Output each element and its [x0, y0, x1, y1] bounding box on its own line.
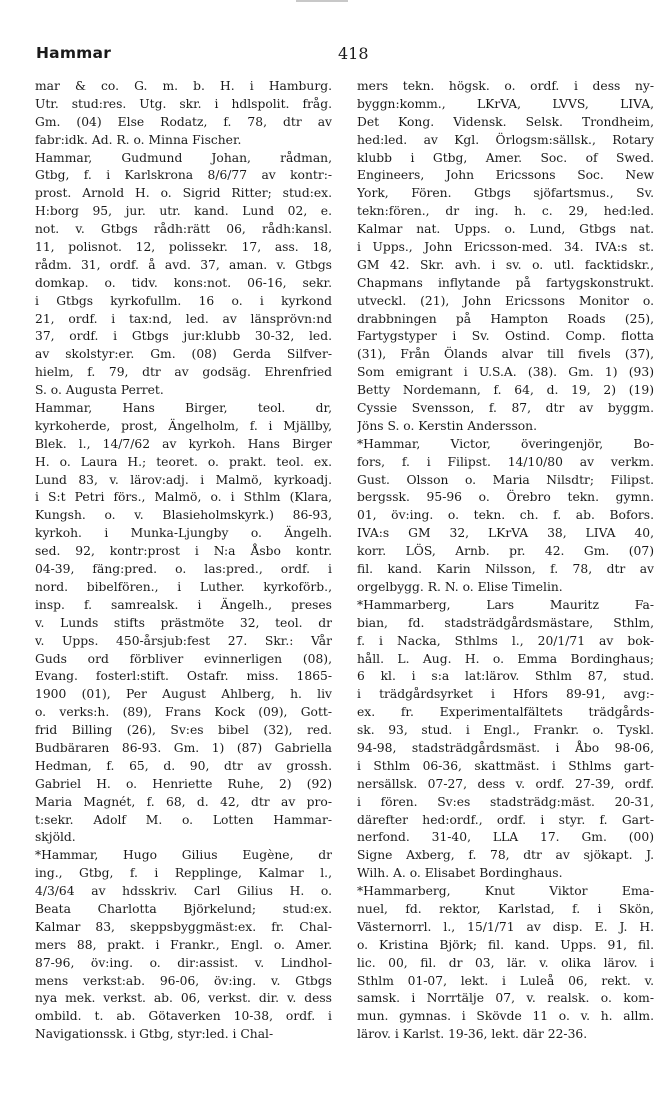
text-line: Gust. Olsson o. Maria Nilsdtr; Filipst.: [357, 472, 654, 487]
text-line: Jöns S. o. Kerstin Andersson.: [357, 418, 537, 433]
text-line: Guds ord förbliver evinnerligen (08),: [35, 651, 332, 666]
text-line: skjöld.: [35, 830, 76, 845]
text-line: kyrkoh. i Munka-Ljungby o. Ängelh.: [35, 526, 332, 541]
text-line: Wilh. A. o. Elisabet Bordinghaus.: [357, 866, 563, 881]
text-line: nersällsk. 07-27, dess v. ordf. 27-39, ordf.: [357, 776, 654, 791]
text-line: Engineers, John Ericssons Soc. New: [357, 168, 654, 183]
text-line: t:sekr. Adolf M. o. Lotten Hammar-: [35, 812, 332, 827]
text-line: 11, polisnot. 12, polissekr. 17, ass. 18,: [35, 240, 332, 255]
text-line: Lund 83, v. lärov:adj. i Malmö, kyrkoadj.: [35, 472, 332, 487]
text-line: S. o. Augusta Perret.: [35, 383, 164, 398]
text-line: 87-96, öv:ing. o. dir:assist. v. Lindhol-: [35, 955, 332, 970]
text-line: Betty Nordemann, f. 64, d. 19, 2) (19): [357, 383, 654, 398]
text-line: Kalmar 83, skeppsbyggmäst:ex. fr. Chal-: [35, 919, 332, 934]
text-line: H. o. Laura H.; teoret. o. prakt. teol. ex.: [35, 454, 332, 469]
text-line: kyrkoherde, prost, Ängelholm, f. i Mjällby,: [35, 418, 332, 433]
text-line: 1900 (01), Per August Ahlberg, h. liv: [35, 687, 332, 702]
text-line: lärov. i Karlst. 19-36, lekt. där 22-36.: [357, 1027, 588, 1042]
text-line: (31), Från Ölands alvar till fivels (37),: [357, 347, 654, 362]
text-line: ex. fr. Experimentalfältets trädgårds-: [357, 705, 654, 720]
text-line: mers 88, prakt. i Frankr., Engl. o. Amer.: [35, 937, 332, 952]
text-line: *Hammarberg, Lars Mauritz Fa-: [357, 597, 654, 612]
text-line: av skolstyr:er. Gm. (08) Gerda Silfver-: [35, 347, 332, 362]
text-line: ing., Gtbg, f. i Repplinge, Kalmar l.,: [35, 866, 332, 881]
text-line: Evang. fosterl:stift. Ostafr. miss. 1865-: [35, 669, 332, 684]
text-line: mens verkst:ab. 96-06, öv:ing. v. Gtbgs: [35, 973, 332, 988]
text-line: mar & co. G. m. b. H. i Hamburg.: [35, 79, 332, 93]
text-line: prost. Arnold H. o. Sigrid Ritter; stud:ex.: [35, 186, 332, 201]
text-line: v. Lunds stifts prästmöte 32, teol. dr: [35, 615, 332, 630]
text-line: klubb i Gtbg, Amer. Soc. of Swed.: [357, 150, 654, 165]
text-line: rådm. 31, ordf. å avd. 37, aman. v. Gtbgs: [35, 257, 332, 272]
text-line: f. i Nacka, Sthlms l., 20/1/71 av bok-: [357, 633, 654, 648]
text-line: nerfond. 31-40, LLA 17. Gm. (00): [357, 830, 654, 845]
text-line: bergssk. 95-96 o. Örebro tekn. gymn.: [357, 490, 654, 505]
text-line: fors, f. i Filipst. 14/10/80 av verkm.: [357, 454, 654, 469]
text-line: ombild. t. ab. Götaverken 10-38, ordf. i: [35, 1009, 332, 1024]
text-line: Hammar, Gudmund Johan, rådman,: [35, 150, 332, 165]
text-line: IVA:s GM 32, LKrVA 38, LIVA 40,: [357, 526, 654, 541]
text-line: byggn:komm., LKrVA, LVVS, LIVA,: [357, 96, 654, 111]
text-line: sk. 93, stud. i Engl., Frankr. o. Tyskl.: [357, 723, 654, 738]
text-line: *Hammar, Hugo Gilius Eugène, dr: [35, 848, 332, 863]
text-line: mun. gymnas. i Skövde 11 o. v. h. allm.: [357, 1009, 654, 1024]
text-line: korr. LÖS, Arnb. pr. 42. Gm. (07): [357, 544, 654, 559]
text-line: fil. kand. Karin Nilsson, f. 78, dtr av: [357, 562, 654, 577]
text-line: hed:led. av Kgl. Örlogsm:sällsk., Rotary: [357, 132, 654, 147]
text-line: Gm. (04) Else Rodatz, f. 78, dtr av: [35, 114, 332, 129]
page-number: 418: [338, 44, 369, 63]
text-line: insp. f. samrealsk. i Ängelh., preses: [35, 597, 332, 612]
text-line: v. Upps. 450-årsjub:fest 27. Skr.: Vår: [35, 633, 332, 648]
text-line: 04-39, fäng:pred. o. las:pred., ordf. i: [35, 562, 332, 577]
text-line: Beata Charlotta Björkelund; stud:ex.: [35, 901, 332, 916]
text-line: Gabriel H. o. Henriette Ruhe, 2) (92): [35, 776, 332, 791]
text-line: York, Fören. Gtbgs sjöfartsmus., Sv.: [357, 186, 654, 201]
text-line: Cyssie Svensson, f. 87, dtr av byggm.: [357, 401, 654, 416]
text-line: orgelbygg. R. N. o. Elise Timelin.: [357, 579, 563, 594]
text-line: *Hammar, Victor, överingenjör, Bo-: [357, 436, 654, 451]
right-column: [357, 78, 654, 1044]
text-line: GM 42. Skr. avh. i sv. o. utl. facktidskr.,: [357, 257, 654, 272]
text-line: nuel, fd. rektor, Karlstad, f. i Skön,: [357, 901, 654, 916]
text-line: 6 kl. i s:a lat:lärov. Sthlm 87, stud.: [357, 669, 654, 684]
text-line: sed. 92, kontr:prost i N:a Åsbo kontr.: [35, 544, 332, 559]
text-line: Som emigrant i U.S.A. (38). Gm. 1) (93): [357, 365, 654, 380]
running-head-keyword: Hammar: [36, 44, 112, 62]
text-line: mers tekn. högsk. o. ordf. i dess ny-: [357, 79, 654, 93]
text-line: nord. bibelfören., i Luther. kyrkoförb.,: [35, 579, 332, 594]
text-line: drabbningen på Hampton Roads (25),: [357, 311, 654, 326]
text-line: i trädgårdsyrket i Hfors 89-91, avg:-: [357, 687, 654, 702]
text-line: Hammar, Hans Birger, teol. dr,: [35, 401, 332, 416]
text-line: Utr. stud:res. Utg. skr. i hdlspolit. fråg.: [35, 96, 332, 111]
text-line: i Sthlm 06-36, skattmäst. i Sthlms gart-: [357, 758, 654, 773]
top-rule: [296, 0, 348, 2]
text-line: *Hammarberg, Knut Viktor Ema-: [357, 884, 654, 899]
text-line: 21, ordf. i tax:nd, led. av länsprövn:nd: [35, 311, 332, 326]
text-line: domkap. o. tidv. kons:not. 06-16, sekr.: [35, 275, 332, 290]
left-column: [35, 78, 332, 1044]
text-line: o. Kristina Björk; fil. kand. Upps. 91, fil.: [357, 937, 654, 952]
text-line: i Gtbgs kyrkofullm. 16 o. i kyrkond: [35, 293, 332, 308]
text-line: Chapmans inflytande på fartygskonstrukt.: [357, 275, 654, 290]
text-line: not. v. Gtbgs rådh:rätt 06, rådh:kansl.: [35, 222, 332, 237]
text-line: Fartygstyper i Sv. Ostind. Comp. flotta: [357, 329, 654, 344]
text-line: 01, öv:ing. o. tekn. ch. f. ab. Bofors.: [357, 508, 654, 523]
text-line: bian, fd. stadsträdgårdsmästare, Sthlm,: [357, 615, 654, 630]
text-line: Kungsh. o. v. Blasieholmskyrk.) 86-93,: [35, 508, 332, 523]
text-line: håll. L. Aug. H. o. Emma Bordinghaus;: [357, 651, 654, 666]
text-line: nya mek. verkst. ab. 06, verkst. dir. v. dess: [35, 991, 332, 1006]
text-line: tekn:fören., dr ing. h. c. 29, hed:led.: [357, 204, 654, 219]
text-line: Navigationssk. i Gtbg, styr:led. i Chal-: [35, 1027, 274, 1042]
text-line: lic. 00, fil. dr 03, lär. v. olika lärov. i: [357, 955, 654, 970]
text-line: Budbäraren 86-93. Gm. 1) (87) Gabriella: [35, 740, 332, 755]
text-line: Blek. l., 14/7/62 av kyrkoh. Hans Birger: [35, 436, 332, 451]
text-line: o. verks:h. (89), Frans Kock (09), Gott-: [35, 705, 332, 720]
text-line: H:borg 95, jur. utr. kand. Lund 02, e.: [35, 204, 332, 219]
text-line: 94-98, stadsträdgårdsmäst. i Åbo 98-06,: [357, 740, 654, 755]
text-line: därefter hed:ordf., ordf. i styr. f. Gart-: [357, 812, 654, 827]
text-line: samsk. i Norrtälje 07, v. realsk. o. kom-: [357, 991, 654, 1006]
text-line: i Upps., John Ericsson-med. 34. IVA:s st.: [357, 240, 654, 255]
text-line: Västernorrl. l., 15/1/71 av disp. E. J. H.: [357, 919, 654, 934]
text-line: Hedman, f. 65, d. 90, dtr av grossh.: [35, 758, 332, 773]
text-line: 37, ordf. i Gtbgs jur:klubb 30-32, led.: [35, 329, 332, 344]
text-line: i fören. Sv:es stadsträdg:mäst. 20-31,: [357, 794, 654, 809]
text-line: utveckl. (21), John Ericssons Monitor o.: [357, 293, 654, 308]
text-line: Sthlm 01-07, lekt. i Luleå 06, rekt. v.: [357, 973, 654, 988]
text-line: hielm, f. 79, dtr av godsäg. Ehrenfried: [35, 365, 332, 380]
text-line: fabr:idk. Ad. R. o. Minna Fischer.: [35, 132, 242, 147]
page-header: [36, 44, 639, 70]
text-line: Det Kong. Vidensk. Selsk. Trondheim,: [357, 114, 654, 129]
text-line: i S:t Petri förs., Malmö, o. i Sthlm (Klara,: [35, 490, 332, 505]
text-line: frid Billing (26), Sv:es bibel (32), red.: [35, 723, 332, 738]
text-line: Gtbg, f. i Karlskrona 8/6/77 av kontr:-: [35, 168, 332, 183]
text-line: Maria Magnét, f. 68, d. 42, dtr av pro-: [35, 794, 332, 809]
text-line: Kalmar nat. Upps. o. Lund, Gtbgs nat.: [357, 222, 654, 237]
text-line: 4/3/64 av hdsskriv. Carl Gilius H. o.: [35, 884, 332, 899]
text-line: Signe Axberg, f. 78, dtr av sjökapt. J.: [357, 848, 654, 863]
